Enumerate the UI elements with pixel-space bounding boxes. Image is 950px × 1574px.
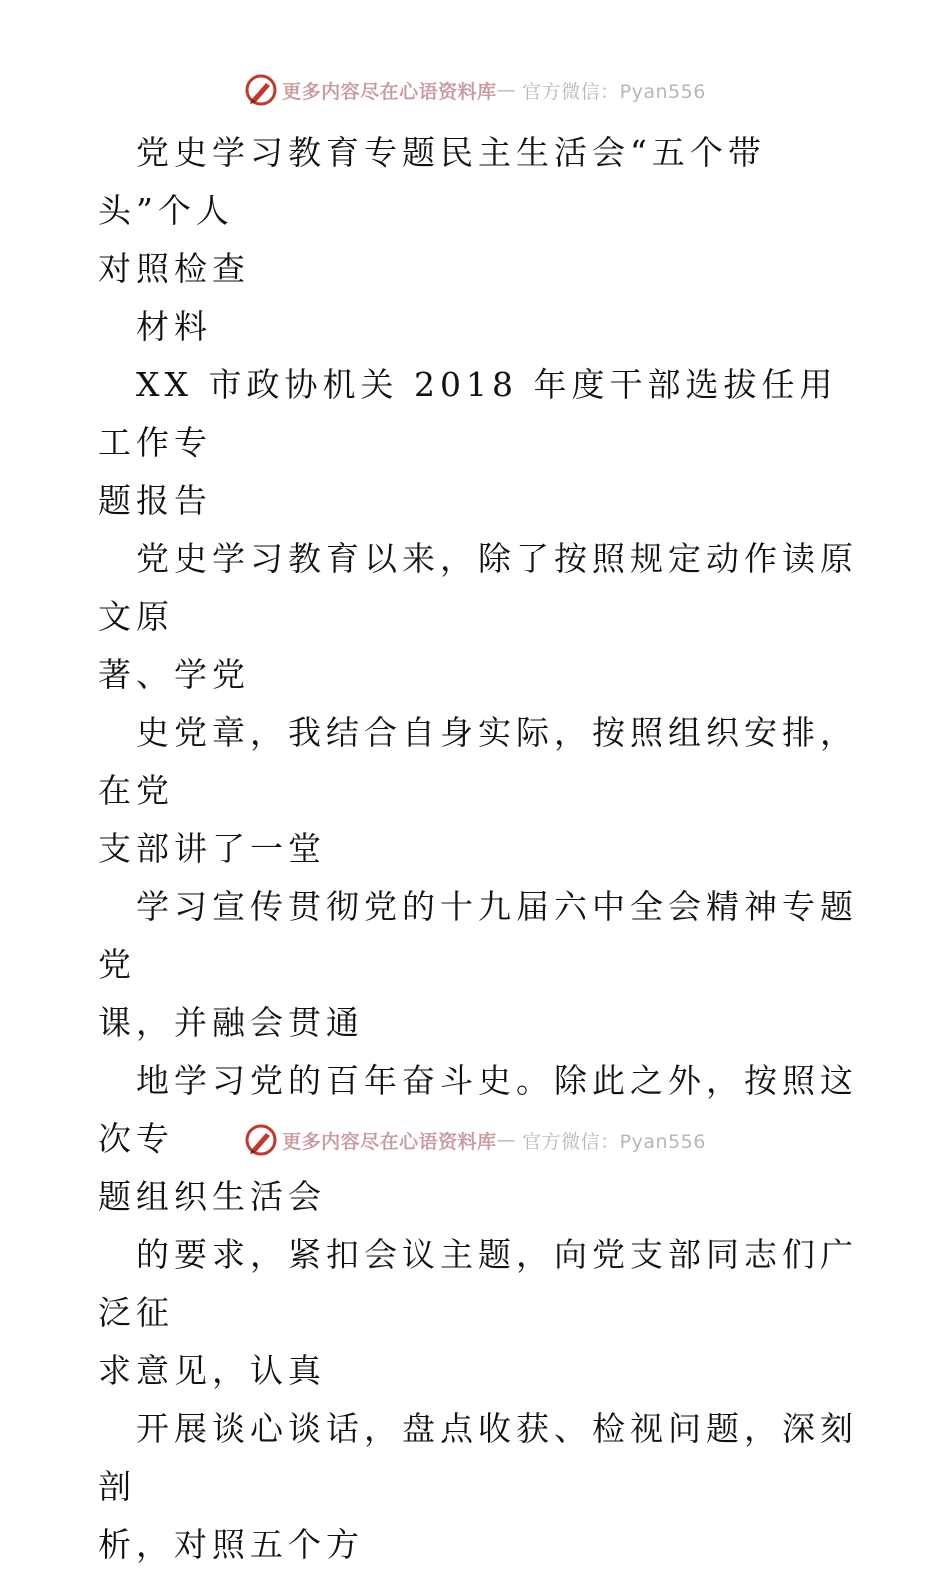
paragraph-line: 析，对照五个方 [98, 1525, 364, 1564]
watermark-main-text: 更多内容尽在心语资料库 [282, 80, 497, 103]
paragraph-line: 学习宣传贯彻党的十九届六中全会精神专题党 [98, 887, 858, 984]
report-heading-line-2: 题报告 [98, 481, 212, 520]
document-title [98, 124, 858, 298]
pen-logo-icon [244, 1123, 278, 1157]
paragraph-line: 地学习党的百年奋斗史。除此之外，按照这次专 [98, 1061, 858, 1158]
paragraph-line: 课，并融会贯通 [98, 1003, 364, 1042]
title-line-1: 党史学习教育专题民主生活会“五个带头”个人 [98, 133, 766, 230]
subtitle-line: 材料 [136, 307, 212, 346]
paragraph-line: 支部讲了一堂 [98, 829, 326, 868]
paragraph [98, 878, 858, 1052]
watermark-banner-bottom [0, 1120, 950, 1160]
paragraph [98, 704, 858, 878]
paragraph-line: 开展谈心谈话，盘点收获、检视问题，深刻剖 [98, 1409, 858, 1506]
watermark-dash: — [496, 79, 517, 101]
document-subtitle [98, 298, 858, 356]
paragraph [98, 1226, 858, 1400]
paragraph-line: 著、学党 [98, 655, 250, 694]
document-body [98, 124, 858, 1574]
watermark-wechat-text: 官方微信：Pyan556 [522, 1130, 706, 1153]
pen-logo-icon [244, 73, 278, 107]
paragraph-line: 求意见，认真 [98, 1351, 326, 1390]
paragraph-line: 史党章，我结合自身实际，按照组织安排，在党 [98, 713, 858, 810]
watermark-dash: — [496, 1129, 517, 1151]
paragraph [98, 1400, 858, 1574]
report-heading [98, 356, 858, 530]
title-line-2: 对照检查 [98, 249, 250, 288]
report-heading-line-1: XX 市政协机关 2018 年度干部选拔任用工作专 [98, 365, 838, 462]
paragraph-line: 党史学习教育以来，除了按照规定动作读原文原 [98, 539, 858, 636]
watermark-wechat-text: 官方微信：Pyan556 [522, 80, 706, 103]
watermark-main-text: 更多内容尽在心语资料库 [282, 1130, 497, 1153]
paragraph [98, 530, 858, 704]
watermark-banner-top [0, 70, 950, 110]
paragraph-line: 的要求，紧扣会议主题，向党支部同志们广泛征 [98, 1235, 858, 1332]
paragraph-line: 题组织生活会 [98, 1177, 326, 1216]
